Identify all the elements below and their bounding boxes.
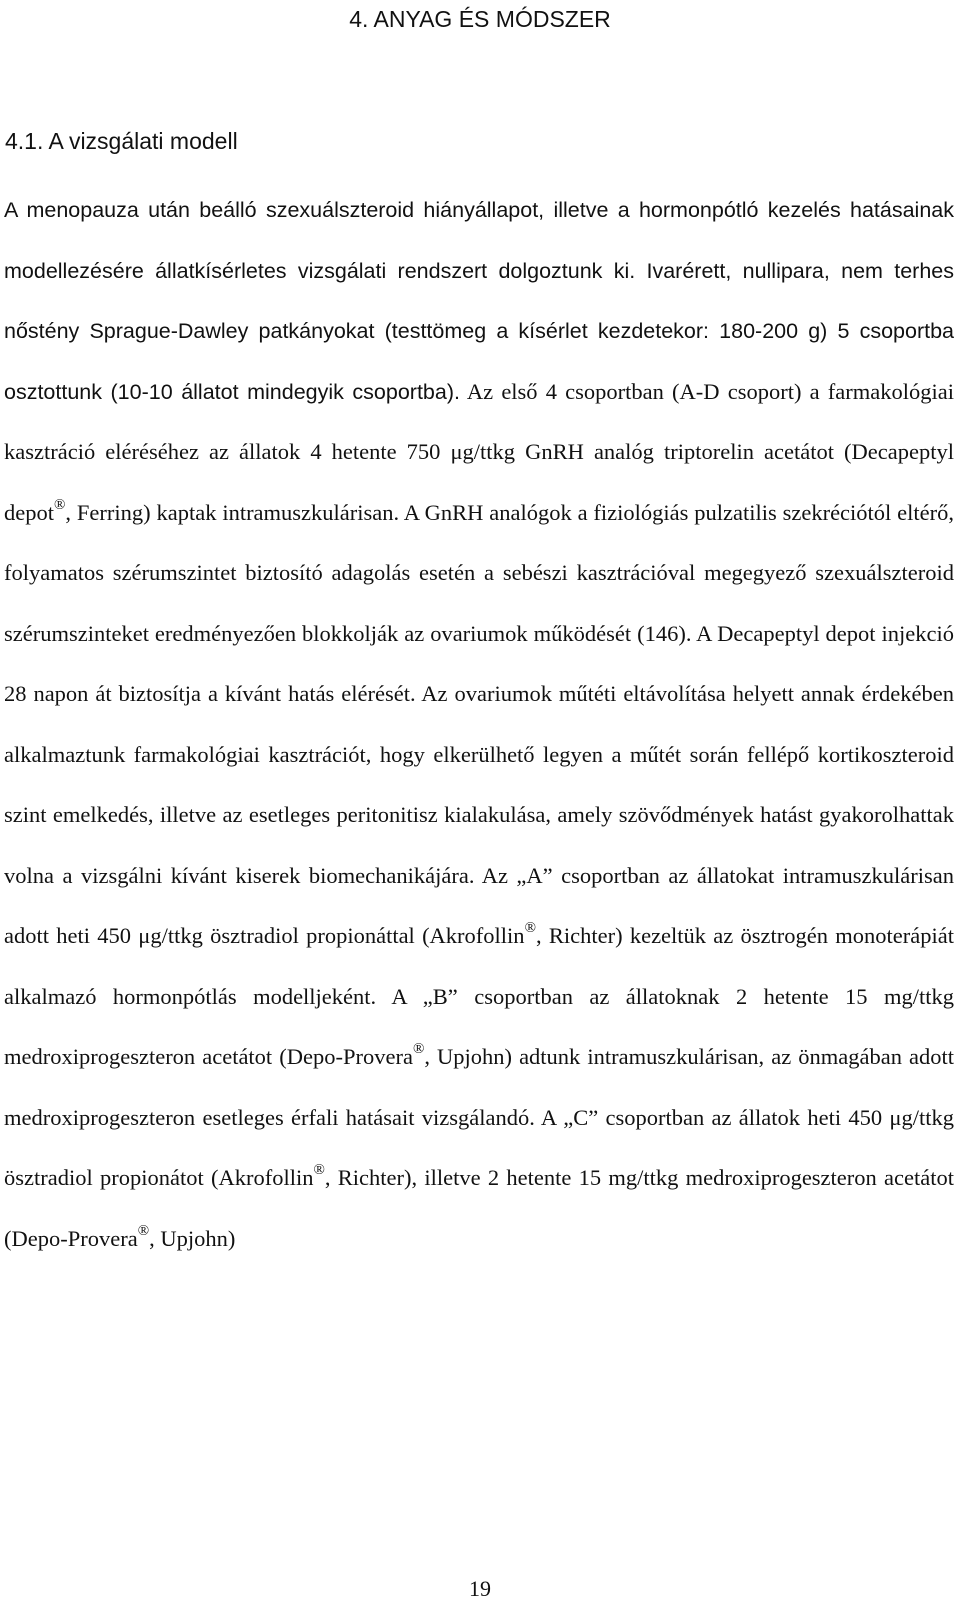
registered-mark-4: ® — [313, 1162, 325, 1178]
paragraph-text-3: , Richter) kezeltük az ösztrogén monoterápiát alkalmazó hormonpótlás modelljeként. A „B” csoportban az állatoknak 2 hetente 15 mg/ttkg medroxiprogeszteron acetátot (Depo-Provera — [4, 923, 954, 1069]
paragraph-text-5: , Richter), illetve 2 hetente 15 mg/ttkg medroxiprogeszteron acetátot (Depo-Provera — [4, 1165, 954, 1251]
body-paragraph — [4, 180, 954, 1269]
registered-mark-5: ® — [137, 1222, 150, 1239]
paragraph-text-6: , Upjohn) — [149, 1225, 236, 1251]
registered-mark-3: ® — [412, 1041, 425, 1057]
registered-mark-1: ® — [54, 496, 66, 513]
paragraph-text-2: , Ferring) kaptak intramuszkulárisan. A GnRH analógok a fiziológiás pulzatilis szekréciótól eltérő, folyamatos szérumszintet biztosító adagolás esetén a sebészi kasztrációval megegyező szexuálszteroid szérumszinteket eredményezően blokkolják az ovariumok működését (146). A Decapeptyl depot injekció 28 napon át biztosítja a kívánt hatás elérését. Az ovariumok műtéti eltávolítása helyett annak érdekében alkalmaztunk farmakológiai kasztrációt, hogy elkerülhető legyen a műtét során fellépő kortikoszteroid szint emelkedés, illetve az esetleges peritonitisz kialakulása, amely szövődmények hatást gyakorolhattak volna a vizsgálni kívánt kiserek biomechanikájára. Az „A” csoportban az állatokat intramuszkulárisan adott heti 450 μg/ttkg ösztradiol propionáttal (Akrofollin — [4, 499, 954, 948]
paragraph-text-1: Az első 4 csoportban (A-D csoport) a farmakológiai kasztráció eléréséhez az állatok 4 hetente 750 μg/ttkg GnRH analóg triptorelin acetátot (Decapeptyl depot — [4, 378, 954, 525]
paragraph-lead-text: A menopauza után beálló szexuálszteroid hiányállapot, illetve a hormonpótló kezelés hatásainak modellezésére állatkísérletes vizsgálati rendszert dolgoztunk ki. Ivarérett, nullipara, nem terhes nőstény Sprague-Dawley patkányokat (testtömeg a kísérlet kezdetekor: 180-200 g) 5 csoportba osztottunk (10-10 állatot mindegyik csoportba). — [4, 198, 954, 404]
chapter-title: 4. ANYAG ÉS MÓDSZER — [349, 6, 611, 32]
section-title: 4.1. A vizsgálati modell — [5, 128, 238, 154]
registered-mark-2: ® — [524, 920, 536, 936]
paragraph-text-4: , Upjohn) adtunk intramuszkulárisan, az önmagában adott medroxiprogeszteron esetleges érfali hatásait vizsgálandó. A „C” csoportban az állatok heti 450 μg/ttkg ösztradiol propionátot (Akrofollin — [4, 1044, 955, 1190]
page-number: 19 — [469, 1576, 491, 1601]
